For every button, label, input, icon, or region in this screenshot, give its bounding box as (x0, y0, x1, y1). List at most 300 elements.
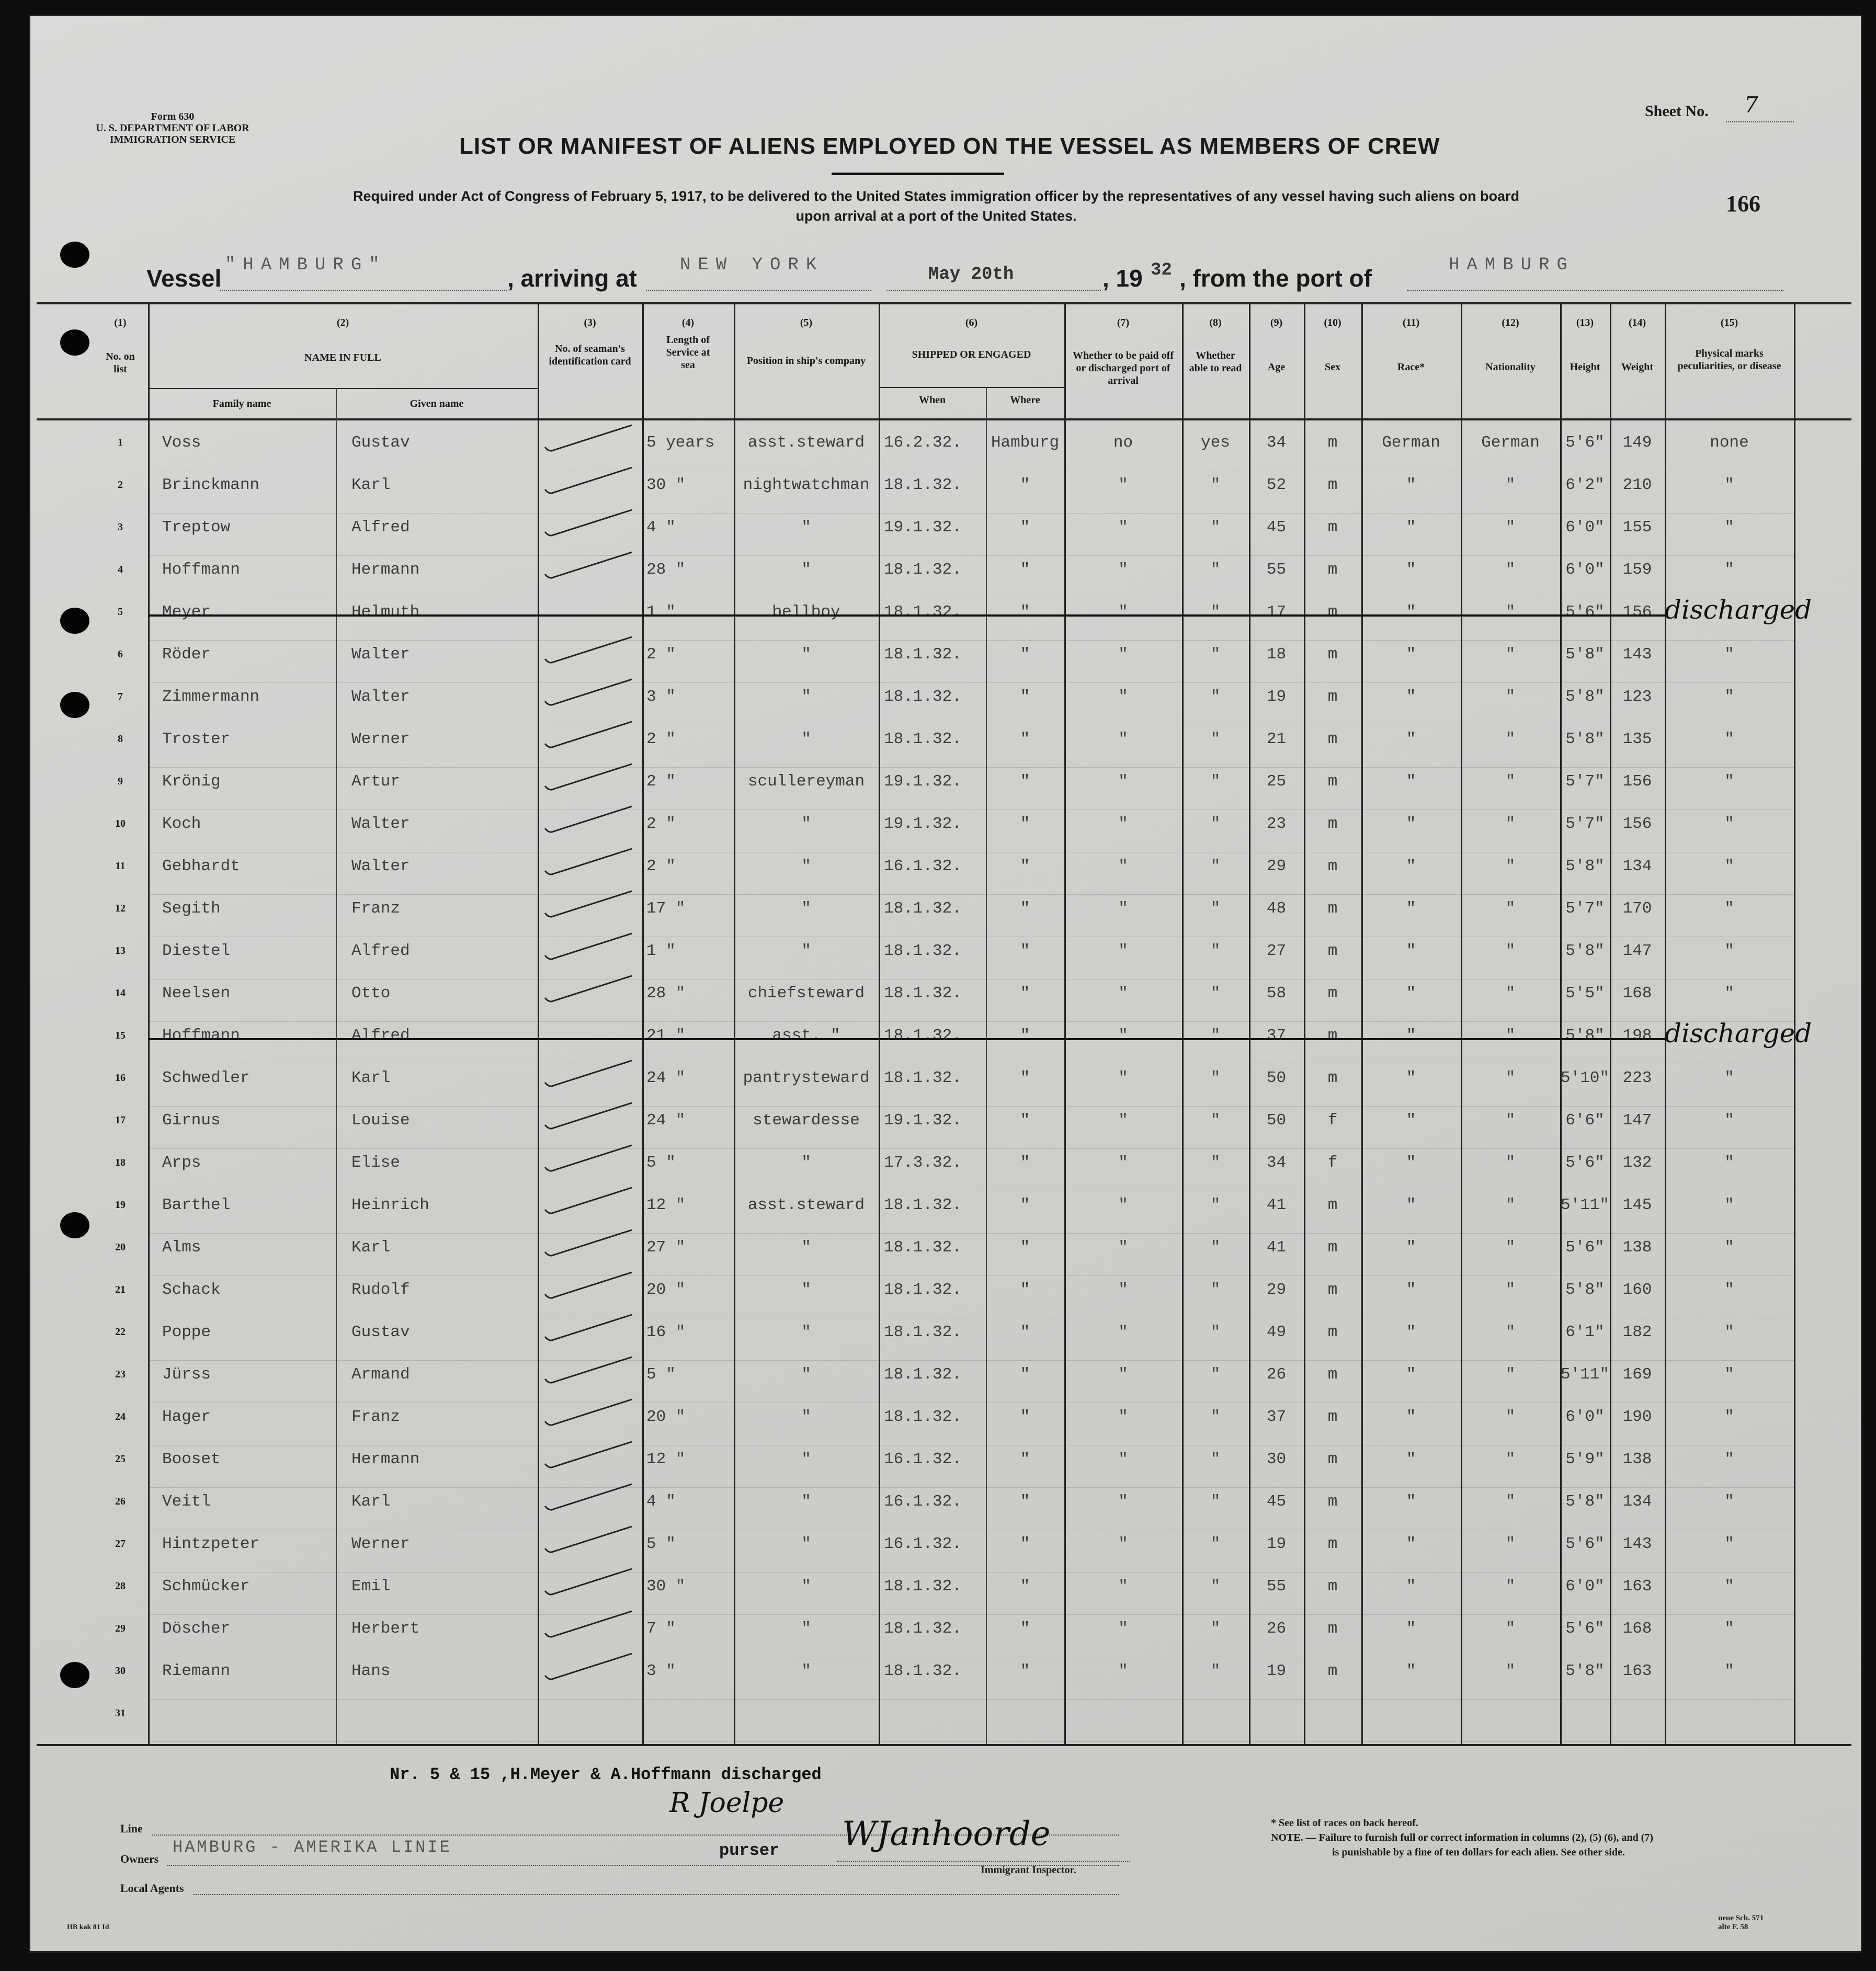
cell-where: " (1020, 815, 1030, 833)
cell-paid: " (1118, 561, 1128, 579)
cell-nationality: " (1505, 1323, 1516, 1341)
col-14-number: (14) (1628, 317, 1646, 328)
cell-position: " (801, 730, 811, 748)
binder-hole (60, 608, 89, 634)
cell-age: 29 (1266, 1281, 1287, 1299)
cell-age: 19 (1266, 688, 1287, 706)
cell-family: Röder (162, 645, 211, 664)
cell-family: Schmücker (162, 1577, 250, 1596)
check-mark-icon (539, 928, 638, 970)
cell-where: " (1020, 1196, 1030, 1214)
cell-race: " (1406, 1154, 1416, 1172)
cell-sex: f (1327, 1111, 1338, 1130)
print-code: HB kak 81 Id (67, 1923, 109, 1931)
cell-service: 5 " (646, 1365, 676, 1384)
cell-where: " (1020, 518, 1030, 537)
cell-service: 3 " (646, 1662, 676, 1680)
cell-age: 55 (1266, 561, 1287, 579)
cell-family: Girnus (162, 1111, 221, 1130)
cell-when: 18.1.32. (884, 645, 962, 664)
inspector-signature: WJanhoorde (842, 1815, 1051, 1853)
cell-read: yes (1201, 434, 1230, 452)
cell-race: " (1406, 1620, 1416, 1638)
cell-sex: m (1327, 1069, 1338, 1087)
row-number: 19 (115, 1199, 126, 1211)
cell-nationality: " (1505, 942, 1516, 960)
cell-race: " (1406, 1408, 1416, 1426)
cell-read: " (1210, 1662, 1221, 1680)
cell-position: " (801, 1493, 811, 1511)
cell-age: 50 (1266, 1111, 1287, 1130)
cell-read: " (1210, 899, 1221, 918)
col-13-number: (13) (1576, 317, 1594, 328)
cell-service: 2 " (646, 730, 676, 748)
cell-paid: " (1118, 899, 1128, 918)
cell-given: Alfred (351, 1027, 410, 1045)
cell-where: " (1020, 1577, 1030, 1596)
cell-read: " (1210, 603, 1221, 621)
cell-position: " (801, 857, 811, 875)
cell-read: " (1210, 476, 1221, 494)
year-prefix: , 19 (1102, 265, 1143, 292)
cell-position: chiefsteward (747, 984, 865, 1002)
cell-sex: m (1327, 603, 1338, 621)
cell-given: Alfred (351, 518, 410, 537)
cell-paid: " (1118, 1620, 1128, 1638)
cell-nationality: " (1505, 1408, 1516, 1426)
cell-position: asst. " (772, 1027, 840, 1045)
cell-paid: " (1118, 1493, 1128, 1511)
cell-given: Karl (351, 1069, 391, 1087)
col-divider (148, 302, 150, 1744)
row-rule (148, 555, 1794, 556)
cell-position: " (801, 942, 811, 960)
row-rule (148, 894, 1794, 895)
cell-when: 18.1.32. (884, 603, 962, 621)
cell-when: 16.1.32. (884, 857, 962, 875)
cell-race: " (1406, 476, 1416, 494)
row-number: 11 (115, 860, 126, 872)
row-number: 29 (115, 1623, 126, 1634)
cell-position: scullereyman (747, 772, 865, 791)
cell-age: 34 (1266, 434, 1287, 452)
cell-height: 5'8" (1565, 645, 1605, 664)
cell-when: 18.1.32. (884, 688, 962, 706)
cell-weight: 163 (1622, 1577, 1652, 1596)
cell-service: 5 " (646, 1154, 676, 1172)
cell-race: " (1406, 1069, 1416, 1087)
row-number: 22 (115, 1326, 126, 1338)
cell-position: " (801, 815, 811, 833)
row-rule (148, 640, 1794, 641)
row-rule (148, 1360, 1794, 1361)
cell-family: Neelsen (162, 984, 231, 1002)
cell-race: " (1406, 730, 1416, 748)
cell-marks: " (1724, 857, 1734, 875)
cell-age: 50 (1266, 1069, 1287, 1087)
sheet-number: 7 (1744, 92, 1758, 118)
cell-when: 18.1.32. (884, 1281, 962, 1299)
col-family-name: Family name (212, 398, 271, 409)
cell-service: 20 " (646, 1281, 686, 1299)
cell-marks: " (1724, 1365, 1734, 1384)
cell-height: 6'1" (1565, 1323, 1605, 1341)
cell-height: 5'8" (1565, 857, 1605, 875)
cell-given: Walter (351, 857, 410, 875)
vessel-name-line (220, 290, 507, 291)
cell-service: 5 " (646, 1535, 676, 1553)
cell-weight: 159 (1622, 561, 1652, 579)
cell-given: Werner (351, 730, 410, 748)
cell-marks: " (1724, 1450, 1734, 1468)
cell-sex: m (1327, 561, 1338, 579)
cell-service: 4 " (646, 518, 676, 537)
cell-position: " (801, 1450, 811, 1468)
cell-sex: m (1327, 815, 1338, 833)
sheet-label: Sheet No. (1645, 102, 1709, 120)
cell-family: Hager (162, 1408, 211, 1426)
cell-height: 5'8" (1565, 1662, 1605, 1680)
row-number: 25 (115, 1453, 126, 1465)
cell-race: " (1406, 1281, 1416, 1299)
cell-age: 27 (1266, 942, 1287, 960)
col-marks: Physical marks peculiarities, or disease (1677, 348, 1781, 372)
check-mark-icon (539, 1648, 638, 1690)
binder-hole (60, 1212, 89, 1238)
cell-where: " (1020, 561, 1030, 579)
check-mark-icon (539, 1182, 638, 1224)
cell-height: 6'0" (1565, 561, 1605, 579)
cell-race: " (1406, 561, 1416, 579)
from-port-line (1407, 290, 1783, 291)
check-mark-icon (539, 1267, 638, 1309)
cell-position: " (801, 1662, 811, 1680)
check-mark-icon (539, 844, 638, 885)
cell-family: Treptow (162, 518, 231, 537)
cell-family: Riemann (162, 1662, 231, 1680)
col-length-service: Length of Service at sea (666, 334, 710, 371)
cell-where: " (1020, 1408, 1030, 1426)
col-nationality: Nationality (1485, 361, 1536, 373)
cell-nationality: " (1505, 1620, 1516, 1638)
cell-height: 5'6" (1565, 603, 1605, 621)
col-15-number: (15) (1720, 317, 1738, 328)
cell-read: " (1210, 518, 1221, 537)
cell-sex: m (1327, 1027, 1338, 1045)
check-mark-icon (539, 1521, 638, 1563)
cell-race: " (1406, 1365, 1416, 1384)
row-rule (148, 1275, 1794, 1276)
cell-age: 19 (1266, 1662, 1287, 1680)
check-mark-icon (539, 1140, 638, 1182)
cell-when: 18.1.32. (884, 942, 962, 960)
inspector-rule (837, 1861, 1130, 1862)
cell-given: Gustav (351, 1323, 410, 1341)
arriving-port: NEW YORK (680, 255, 824, 275)
arriving-port-line (646, 290, 871, 291)
cell-when: 18.1.32. (884, 984, 962, 1002)
check-mark-icon (539, 886, 638, 928)
cell-age: 55 (1266, 1577, 1287, 1596)
cell-age: 18 (1266, 645, 1287, 664)
row-rule (148, 1233, 1794, 1234)
cell-service: 24 " (646, 1111, 686, 1130)
cell-weight: 134 (1622, 1493, 1652, 1511)
cell-when: 18.1.32. (884, 1027, 962, 1045)
cell-sex: m (1327, 1662, 1338, 1680)
check-mark-icon (539, 1352, 638, 1394)
cell-nationality: " (1505, 1662, 1516, 1680)
cell-marks: discharged (1665, 1018, 1812, 1049)
cell-marks: " (1724, 1323, 1734, 1341)
cell-marks: " (1724, 518, 1734, 537)
cell-weight: 132 (1622, 1154, 1652, 1172)
check-mark-icon (539, 1225, 638, 1267)
arrival-date-line (886, 290, 1101, 291)
cell-given: Karl (351, 1238, 391, 1257)
cell-age: 30 (1266, 1450, 1287, 1468)
cell-position: " (801, 1238, 811, 1257)
cell-read: " (1210, 857, 1221, 875)
cell-family: Krönig (162, 772, 221, 791)
cell-service: 12 " (646, 1450, 686, 1468)
cell-where: Hamburg (991, 434, 1060, 452)
cell-when: 16.1.32. (884, 1450, 962, 1468)
cell-age: 26 (1266, 1620, 1287, 1638)
schedule-code-new: neue Sch. 571 (1718, 1914, 1764, 1922)
cell-weight: 168 (1622, 984, 1652, 1002)
cell-given: Artur (351, 772, 401, 791)
cell-age: 45 (1266, 518, 1287, 537)
col-no-on-list: No. on list (106, 351, 135, 375)
cell-family: Booset (162, 1450, 221, 1468)
cell-nationality: " (1505, 1238, 1516, 1257)
cell-race: " (1406, 1450, 1416, 1468)
cell-position: " (801, 1620, 811, 1638)
cell-service: 24 " (646, 1069, 686, 1087)
cell-race: " (1406, 1323, 1416, 1341)
cell-read: " (1210, 1535, 1221, 1553)
cell-sex: m (1327, 1493, 1338, 1511)
cell-height: 5'8" (1565, 1493, 1605, 1511)
cell-age: 37 (1266, 1027, 1287, 1045)
cell-where: " (1020, 1069, 1030, 1087)
row-rule (148, 1106, 1794, 1107)
cell-when: 19.1.32. (884, 1111, 962, 1130)
cell-family: Meyer (162, 603, 211, 621)
binder-hole (60, 329, 89, 356)
check-mark-icon (539, 971, 638, 1012)
cell-weight: 182 (1622, 1323, 1652, 1341)
row-rule (148, 1572, 1794, 1573)
cell-when: 18.1.32. (884, 1196, 962, 1214)
row-number: 17 (115, 1114, 126, 1126)
cell-service: 30 " (646, 476, 686, 494)
col-5-number: (5) (800, 317, 813, 328)
cell-paid: " (1118, 984, 1128, 1002)
cell-paid: " (1118, 1069, 1128, 1087)
cell-service: 28 " (646, 984, 686, 1002)
cell-nationality: " (1505, 984, 1516, 1002)
cell-read: " (1210, 688, 1221, 706)
cell-sex: m (1327, 1450, 1338, 1468)
col-where: Where (1010, 394, 1040, 406)
row-number: 26 (115, 1496, 126, 1507)
cell-paid: " (1118, 1408, 1128, 1426)
cell-weight: 223 (1622, 1069, 1652, 1087)
cell-weight: 170 (1622, 899, 1652, 918)
cell-nationality: " (1505, 518, 1516, 537)
cell-marks: discharged (1665, 595, 1812, 625)
cell-marks: " (1724, 1535, 1734, 1553)
cell-when: 16.1.32. (884, 1493, 962, 1511)
cell-when: 18.1.32. (884, 1069, 962, 1087)
subtitle-line-1: Required under Act of Congress of February 5, 1917, to be delivered to the United States immigration officer by the representatives of any vessel having such aliens on board (353, 188, 1520, 204)
cell-marks: " (1724, 984, 1734, 1002)
cell-where: " (1020, 1281, 1030, 1299)
cell-nationality: " (1505, 1027, 1516, 1045)
cell-age: 52 (1266, 476, 1287, 494)
cell-where: " (1020, 1111, 1030, 1130)
check-mark-icon (539, 801, 638, 843)
cell-age: 41 (1266, 1238, 1287, 1257)
cell-paid: " (1118, 815, 1128, 833)
cell-height: 6'6" (1565, 1111, 1605, 1130)
cell-family: Koch (162, 815, 201, 833)
cell-where: " (1020, 772, 1030, 791)
row-number: 13 (115, 945, 126, 956)
check-mark-icon (539, 1606, 638, 1648)
cell-when: 18.1.32. (884, 1577, 962, 1596)
row-number: 23 (115, 1369, 126, 1380)
cell-read: " (1210, 1493, 1221, 1511)
cell-position: stewardesse (753, 1111, 860, 1130)
cell-sex: m (1327, 1238, 1338, 1257)
cell-sex: m (1327, 1365, 1338, 1384)
cell-marks: " (1724, 1493, 1734, 1511)
cell-position: " (801, 645, 811, 664)
cell-marks: " (1724, 1154, 1734, 1172)
cell-marks: none (1710, 434, 1749, 452)
cell-family: Veitl (162, 1493, 211, 1511)
department-name: U. S. DEPARTMENT OF LABOR (96, 122, 249, 134)
cell-sex: m (1327, 899, 1338, 918)
cell-marks: " (1724, 688, 1734, 706)
cell-given: Karl (351, 1493, 391, 1511)
cell-family: Poppe (162, 1323, 211, 1341)
cell-paid: " (1118, 518, 1128, 537)
cell-read: " (1210, 1069, 1221, 1087)
cell-sex: m (1327, 434, 1338, 452)
cell-when: 18.1.32. (884, 899, 962, 918)
cell-weight: 160 (1622, 1281, 1652, 1299)
cell-read: " (1210, 1238, 1221, 1257)
cell-race: " (1406, 1238, 1416, 1257)
cell-service: 28 " (646, 561, 686, 579)
from-port-label: , from the port of (1179, 265, 1372, 292)
row-number: 20 (115, 1241, 126, 1253)
col-age: Age (1267, 361, 1286, 373)
cell-position: " (801, 1281, 811, 1299)
col-2-number: (2) (336, 317, 349, 328)
binder-hole (60, 1662, 89, 1688)
cell-sex: m (1327, 772, 1338, 791)
cell-when: 19.1.32. (884, 815, 962, 833)
cell-sex: m (1327, 942, 1338, 960)
cell-race: " (1406, 772, 1416, 791)
purser-label: purser (719, 1841, 780, 1860)
cell-position: " (801, 1365, 811, 1384)
binder-hole (60, 692, 89, 718)
table-bottom-rule (37, 1744, 1851, 1746)
cell-read: " (1210, 561, 1221, 579)
cell-height: 5'7" (1565, 899, 1605, 918)
cell-given: Walter (351, 815, 410, 833)
cell-weight: 143 (1622, 645, 1652, 664)
cell-race: " (1406, 688, 1416, 706)
cell-read: " (1210, 984, 1221, 1002)
check-mark-icon (539, 1098, 638, 1140)
row-rule (148, 1487, 1794, 1488)
cell-read: " (1210, 1620, 1221, 1638)
cell-nationality: " (1505, 1365, 1516, 1384)
penalty-note-line2: is punishable by a fine of ten dollars for each alien. See other side. (1332, 1847, 1625, 1858)
cell-given: Hermann (351, 1450, 420, 1468)
row-number: 31 (115, 1707, 126, 1719)
col-divider (734, 302, 735, 1744)
cell-paid: " (1118, 688, 1128, 706)
cell-weight: 198 (1622, 1027, 1652, 1045)
cell-where: " (1020, 1365, 1030, 1384)
cell-age: 17 (1266, 603, 1287, 621)
row-number: 1 (118, 437, 123, 448)
cell-given: Heinrich (351, 1196, 429, 1214)
cell-sex: m (1327, 984, 1338, 1002)
schedule-code (1718, 1914, 1764, 1932)
cell-marks: " (1724, 942, 1734, 960)
cell-service: 2 " (646, 772, 676, 791)
row-rule (148, 1741, 1794, 1742)
cell-service: 12 " (646, 1196, 686, 1214)
cell-race: " (1406, 942, 1416, 960)
cell-position: " (801, 518, 811, 537)
cell-sex: m (1327, 1323, 1338, 1341)
cell-height: 5'6" (1565, 434, 1605, 452)
line-label: Line (120, 1822, 143, 1835)
cell-nationality: " (1505, 1154, 1516, 1172)
cell-given: Elise (351, 1154, 401, 1172)
owners-rule (167, 1865, 1119, 1866)
col-7-number: (7) (1117, 317, 1130, 328)
cell-marks: " (1724, 561, 1734, 579)
cell-where: " (1020, 984, 1030, 1002)
cell-marks: " (1724, 1281, 1734, 1299)
cell-read: " (1210, 1111, 1221, 1130)
cell-where: " (1020, 688, 1030, 706)
cell-age: 49 (1266, 1323, 1287, 1341)
cell-given: Franz (351, 1408, 401, 1426)
cell-race: " (1406, 603, 1416, 621)
cell-weight: 149 (1622, 434, 1652, 452)
cell-height: 5'10" (1560, 1069, 1609, 1087)
cell-race: " (1406, 645, 1416, 664)
col-shipped-engaged: SHIPPED OR ENGAGED (912, 349, 1031, 360)
cell-where: " (1020, 645, 1030, 664)
cell-sex: f (1327, 1154, 1338, 1172)
check-mark-icon (539, 632, 638, 674)
cell-race: " (1406, 984, 1416, 1002)
strike-through-line (148, 614, 1665, 617)
